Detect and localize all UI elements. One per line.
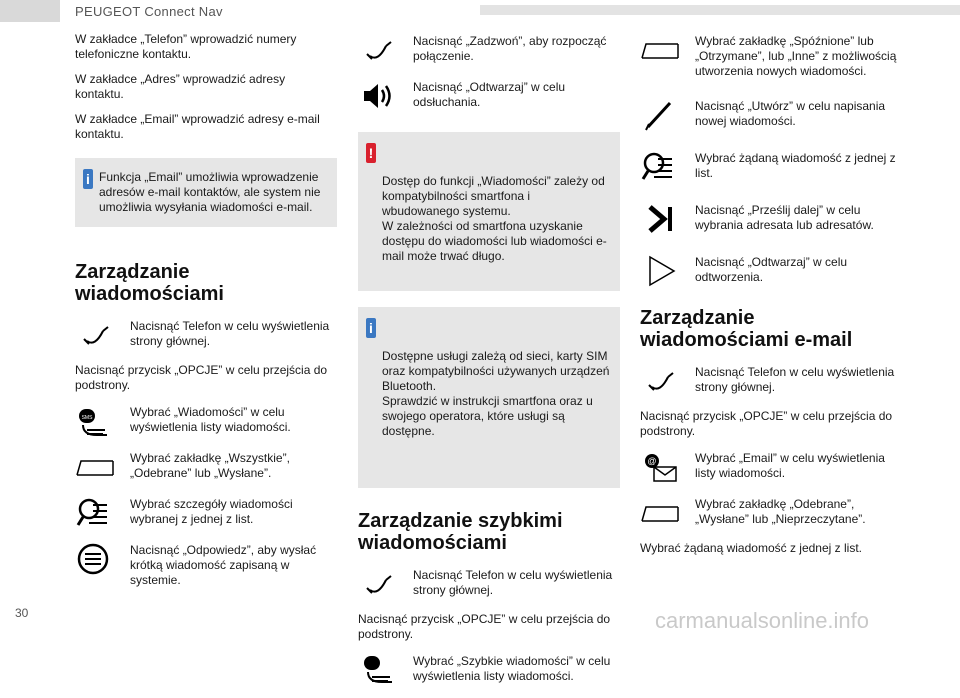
paragraph: Nacisnąć przycisk „OPCJE” w celu przejścia do podstrony.: [640, 409, 893, 438]
instruction-row: [640, 449, 902, 485]
svg-text:@: @: [647, 456, 657, 466]
instruction-row: [640, 253, 902, 289]
row-text: Nacisnąć Telefon w celu wyświetlenia strony głównej.: [413, 568, 613, 597]
column-2: [358, 32, 620, 698]
note-text: Dostęp do funkcji „Wiadomości” zależy od kompatybilności smartfona i wbudowanego systemu. W zależności od smartfona uzyskanie dostępu do wiadomości lub wiadomości e-mail może trwać długo.: [382, 174, 607, 263]
tab-outline-icon: [75, 449, 115, 485]
note-text: Dostępne usługi zależą od sieci, karty SIM oraz kompatybilności używanych urządzeń Bluetooth. Sprawdzić w instrukcji smartfona oraz u swojego operatora, które usługi są dostępne.: [382, 349, 610, 438]
row-text: Nacisnąć „Prześlij dalej” w celu wybrania adresata lub adresatów.: [695, 203, 874, 232]
tab-outline-icon: [640, 32, 680, 68]
info-note: [358, 307, 620, 488]
section-heading: Zarządzanie wiadomościami: [75, 261, 224, 305]
info-icon: i: [83, 169, 93, 189]
header-title: PEUGEOT Connect Nav: [75, 4, 223, 19]
row-text: Nacisnąć „Odpowiedz”, aby wysłać krótką wiadomość zapisaną w systemie.: [130, 543, 317, 587]
play-triangle-icon: [640, 253, 680, 289]
svg-text:SMS: SMS: [81, 415, 93, 421]
speaker-icon: [358, 78, 398, 114]
sms-bubble-icon: [358, 652, 398, 688]
note-text: Funkcja „Email” umożliwia wprowadzenie adresów e-mail kontaktów, ale system nie umożliwia wysyłania wiadomości e-mail.: [99, 170, 321, 214]
row-text: Wybrać zakładkę „Odebrane”, „Wysłane” lub „Nieprzeczytane”.: [695, 497, 866, 526]
paragraph: Wybrać żądaną wiadomość z jednej z list.: [640, 541, 862, 555]
instruction-row: [75, 495, 337, 531]
page-number: 30: [15, 606, 29, 620]
pencil-icon: [640, 97, 680, 133]
paragraph: W zakładce „Email” wprowadzić adresy e-mail kontaktu.: [75, 112, 320, 141]
warning-icon: !: [366, 143, 376, 163]
reply-list-icon: [75, 541, 115, 577]
paragraph: Nacisnąć przycisk „OPCJE” w celu przejścia do podstrony.: [358, 612, 611, 641]
list-detail-icon: [75, 495, 115, 531]
row-text: Wybrać „Email” w celu wyświetlenia listy wiadomości.: [695, 451, 885, 480]
instruction-row: [640, 495, 902, 531]
instruction-row: [75, 449, 337, 485]
forward-chevron-icon: [640, 201, 680, 237]
row-text: Nacisnąć „Odtwarzaj” w celu odsłuchania.: [413, 80, 566, 109]
row-text: Nacisnąć „Utwórz” w celu napisania nowej wiadomości.: [695, 99, 886, 128]
column-1: [75, 32, 337, 598]
row-text: Wybrać „Wiadomości” w celu wyświetlenia listy wiadomości.: [130, 405, 291, 434]
section-heading: Zarządzanie szybkimi wiadomościami: [358, 510, 563, 554]
instruction-row: [640, 32, 902, 79]
row-text: Nacisnąć Telefon w celu wyświetlenia strony głównej.: [130, 319, 330, 348]
row-text: Wybrać zakładkę „Spóźnione” lub „Otrzymane”, lub „Inne” z możliwością utworzenia nowych wiadomości.: [695, 34, 897, 78]
instruction-row: [640, 97, 902, 133]
phone-handset-icon: [358, 32, 398, 68]
column-3: [640, 32, 902, 566]
phone-handset-icon: [640, 363, 680, 399]
row-text: Nacisnąć „Odtwarzaj” w celu odtworzenia.: [695, 255, 848, 284]
row-text: Wybrać „Szybkie wiadomości” w celu wyświetlenia listy wiadomości.: [413, 654, 611, 683]
row-text: Wybrać zakładkę „Wszystkie”, „Odebrane” lub „Wysłane”.: [130, 451, 290, 480]
row-text: Wybrać żądaną wiadomość z jednej z list.: [695, 151, 896, 180]
instruction-row: [75, 403, 337, 439]
instruction-row: [640, 201, 902, 237]
paragraph: W zakładce „Telefon” wprowadzić numery telefoniczne kontaktu.: [75, 32, 297, 61]
section-heading: Zarządzanie wiadomościami e-mail: [640, 307, 853, 351]
instruction-row: [358, 32, 620, 68]
tab-outline-icon: [640, 495, 680, 531]
info-note: [75, 158, 337, 227]
phone-handset-icon: [75, 317, 115, 353]
sms-bubble-icon: [75, 403, 115, 439]
header-bar: [0, 0, 60, 22]
list-detail-icon: [640, 149, 680, 185]
row-text: Wybrać szczegóły wiadomości wybranej z jednej z list.: [130, 497, 293, 526]
page-header: [0, 0, 960, 24]
paragraph: Nacisnąć przycisk „OPCJE” w celu przejścia do podstrony.: [75, 363, 328, 392]
watermark: carmanualsonline.info: [655, 608, 870, 633]
instruction-row: [75, 317, 337, 353]
row-text: Nacisnąć „Zadzwoń”, aby rozpocząć połączenie.: [413, 34, 607, 63]
row-text: Nacisnąć Telefon w celu wyświetlenia strony głównej.: [695, 365, 895, 394]
instruction-row: [75, 541, 337, 588]
header-rule: [480, 5, 960, 15]
paragraph: W zakładce „Adres” wprowadzić adresy kontaktu.: [75, 72, 286, 101]
instruction-row: [640, 363, 902, 399]
info-icon: i: [366, 318, 376, 338]
warning-note: [358, 132, 620, 291]
email-envelope-icon: [640, 449, 680, 485]
instruction-row: [358, 652, 620, 688]
phone-handset-icon: [358, 566, 398, 602]
instruction-row: [358, 78, 620, 114]
instruction-row: [640, 149, 902, 185]
instruction-row: [358, 566, 620, 602]
